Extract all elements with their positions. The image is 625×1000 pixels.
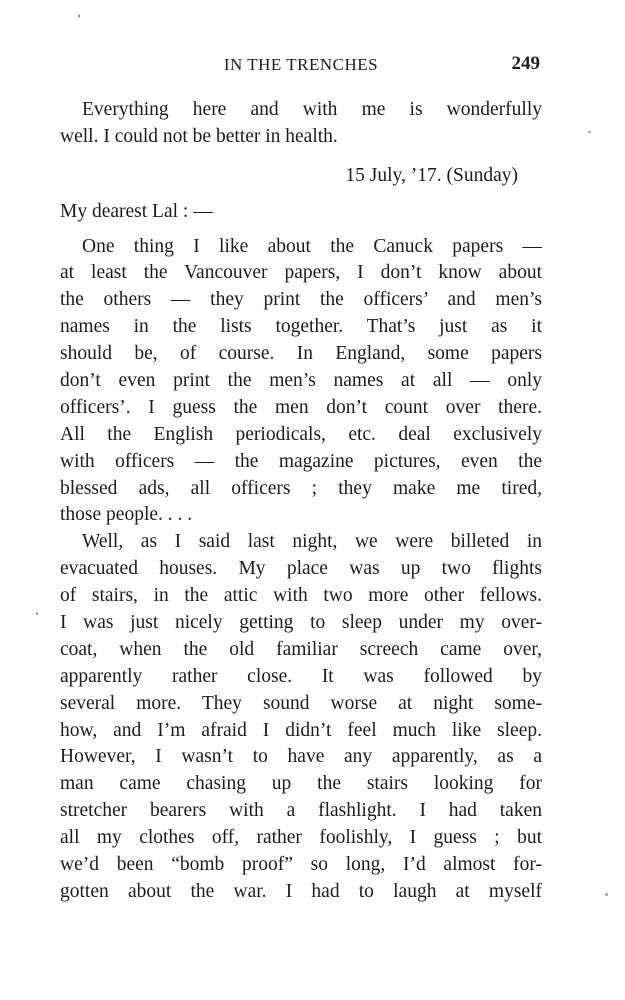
- running-title: IN THE TRENCHES: [223, 55, 379, 74]
- paper-speck: [78, 14, 80, 18]
- text-line: Well, as I said last night, we were billeted in: [82, 531, 542, 553]
- text-line: One thing I like about the Canuck papers —: [82, 235, 542, 257]
- running-head: [60, 55, 542, 83]
- text-line: stretcher bearers with a flashlight. I had taken: [60, 800, 542, 822]
- paragraph-canuck-papers: [60, 234, 542, 530]
- text-line: apparently rather close. It was followed by: [60, 665, 542, 687]
- text-line: coat, when the old familiar screech came over,: [60, 638, 542, 660]
- page-number: 249: [511, 53, 540, 74]
- text-line: man came chasing up the stairs looking for: [60, 773, 542, 795]
- text-line: officers’. I guess the men don’t count over there.: [60, 396, 542, 418]
- text-line: at least the Vancouver papers, I don’t know about: [60, 262, 542, 284]
- text-line: blessed ads, all officers ; they make me tired,: [60, 477, 542, 499]
- body-text: [60, 97, 542, 906]
- text-line: names in the lists together. That’s just as it: [60, 316, 542, 338]
- paper-speck: [588, 131, 591, 133]
- text-line: with officers — the magazine pictures, even the: [60, 450, 542, 472]
- paper-speck: [605, 893, 608, 896]
- text-line: of stairs, in the attic with two more other fellows.: [60, 585, 542, 607]
- opening-paragraph: [60, 97, 542, 151]
- text-line: should be, of course. In England, some papers: [60, 343, 542, 365]
- text-line: well. I could not be better in health.: [60, 125, 338, 147]
- text-line: several more. They sound worse at night some-: [60, 692, 542, 714]
- text-line: don’t even print the men’s names at all — only: [60, 370, 542, 392]
- letter-dateline: 15 July, ’17. (Sunday): [345, 164, 518, 186]
- text-line: the others — they print the officers’ and men’s: [60, 289, 542, 311]
- paragraph-billeted: [60, 529, 542, 905]
- text-line: All the English periodicals, etc. deal exclusively: [60, 423, 542, 445]
- text-line: how, and I’m afraid I didn’t feel much like sleep.: [60, 719, 542, 741]
- text-line: evacuated houses. My place was up two flights: [60, 558, 542, 580]
- text-line: However, I wasn’t to have any apparently, as a: [60, 746, 542, 768]
- text-line: gotten about the war. I had to laugh at myself: [60, 880, 542, 902]
- text-line: we’d been “bomb proof” so long, I’d almost for-: [60, 854, 542, 876]
- text-line: I was just nicely getting to sleep under my over-: [60, 612, 542, 634]
- text-line: Everything here and with me is wonderfully: [82, 99, 542, 120]
- letter-salutation: My dearest Lal : —: [60, 200, 213, 222]
- paper-speck: [36, 612, 38, 615]
- text-line: those people. . . .: [60, 504, 193, 526]
- text-line: all my clothes off, rather foolishly, I guess ; but: [60, 827, 542, 849]
